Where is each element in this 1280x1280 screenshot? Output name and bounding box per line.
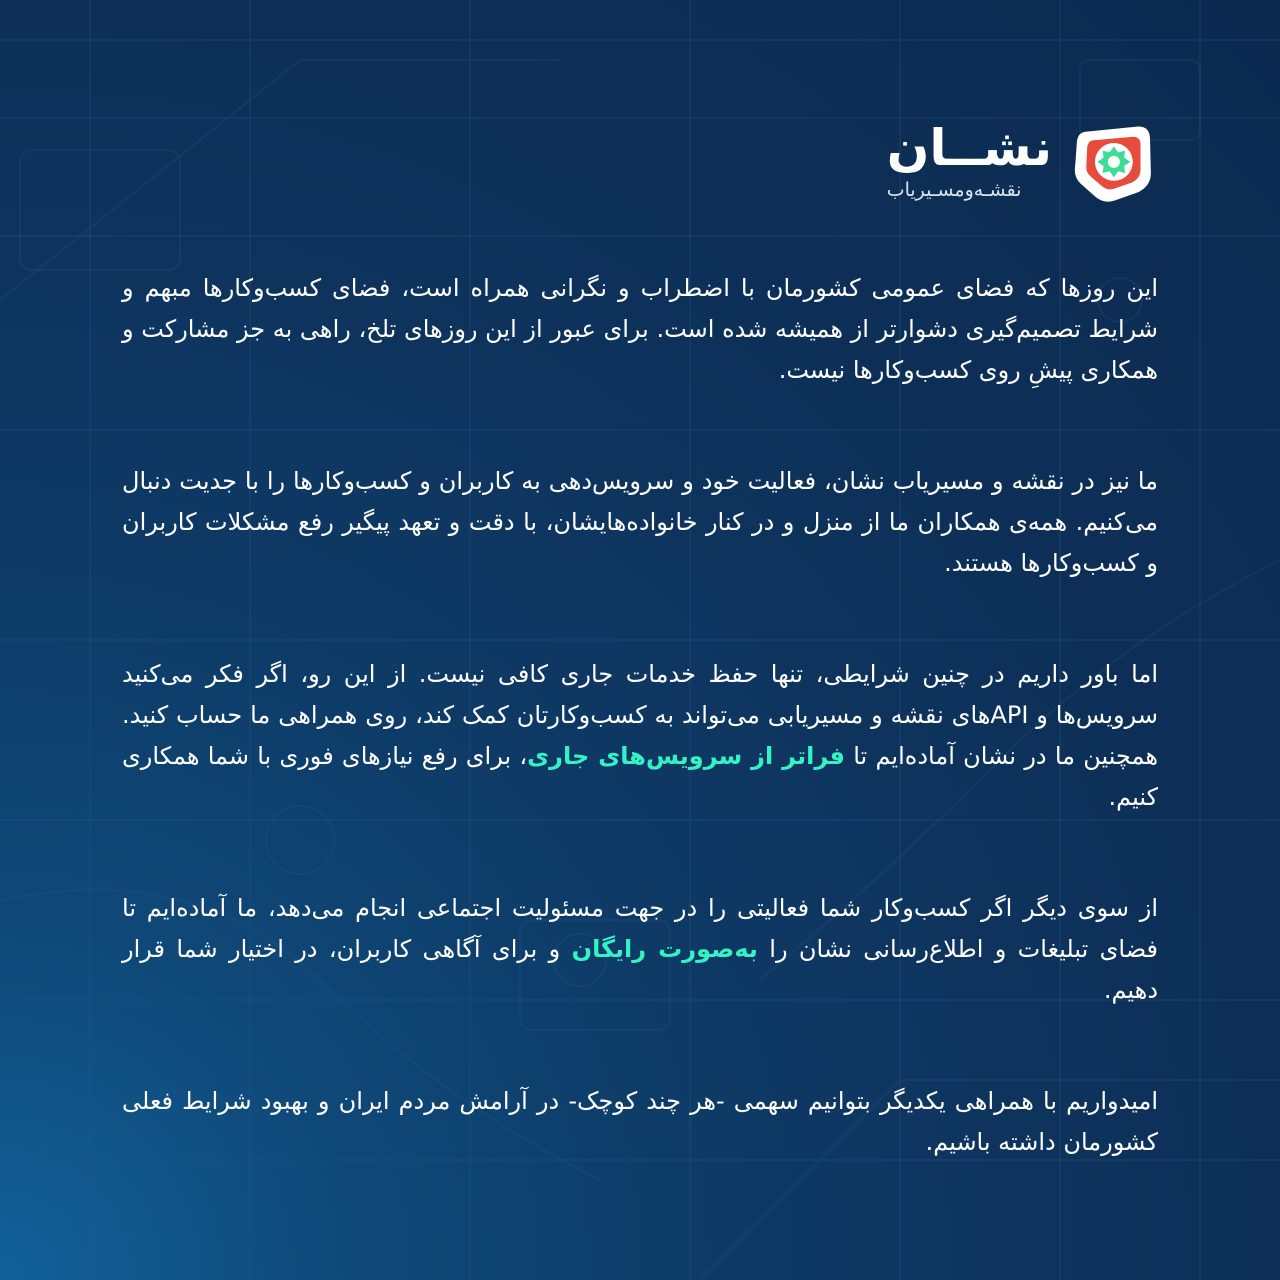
highlight-free: به‌صورت رایگان xyxy=(571,935,758,963)
paragraph-text-before: اما باور داریم در چنین شرایطی، تنها حفظ خدمات جاری کافی نیست. از این رو، اگر فکر می‌کنید سرویس‌ها و APIهای نقشه و مسیریابی می‌تواند به کسب‌وکارتان کمک کند، روی همراهی ما حساب کنید. همچنین ما در نشان آماده‌ایم تا xyxy=(122,660,1159,770)
paragraph-service: ما نیز در نقشه و مسیریاب نشان، فعالیت خود و سرویس‌دهی به کاربران و کسب‌وکارها را با جدیت دنبال می‌کنیم. همه‌ی همکاران ما از منزل و در کنار خانواده‌هایشان، با دقت و تعهد پیگیر رفع مشکلات کاربران و کسب‌وکارها هستند. xyxy=(122,467,1158,577)
paragraph-beyond-services xyxy=(122,654,1158,818)
paragraph-closing: امیدواریم با همراهی یکدیگر بتوانیم سهمی -هر چند کوچک- در آرامش مردم ایران و بهبود شرایط فعلی کشورمان داشته باشیم. xyxy=(122,1087,1158,1156)
brand-logo xyxy=(887,118,1156,204)
paragraph-intro: این روزها که فضای عمومی کشورمان با اضطراب و نگرانی همراه است، فضای کسب‌وکارها مبهم و شرایط تصمیم‌گیری دشوارتر از همیشه شده است. برای عبور از این روزهای تلخ، راهی به جز مشارکت و همکاری پیشِ روی کسب‌وکارها نیست. xyxy=(122,274,1158,384)
brand-tagline: نقشـه‌ومسـیریاب xyxy=(886,179,1022,201)
highlight-beyond-services: فراتر از سرویس‌های جاری xyxy=(527,742,845,770)
paragraph-text-after: و برای آگاهی کاربران، در اختیار شما قرار دهیم. xyxy=(122,935,1158,1004)
paragraph-free-ads xyxy=(122,888,1158,1011)
paragraph-text-after: ، برای رفع نیازهای فوری با شما همکاری کنیم. xyxy=(122,742,1158,811)
nshan-map-pin-icon xyxy=(1070,118,1156,204)
paragraph-text-before: از سوی دیگر اگر کسب‌وکار شما فعالیتی را در جهت مسئولیت اجتماعی انجام می‌دهد، ما آماده‌ایم تا فضای تبلیغات و اطلاع‌رسانی نشان را xyxy=(122,894,1158,963)
brand-wordmark xyxy=(887,120,1052,202)
message-body xyxy=(122,268,1158,1163)
brand-name: نشــان xyxy=(886,119,1052,177)
